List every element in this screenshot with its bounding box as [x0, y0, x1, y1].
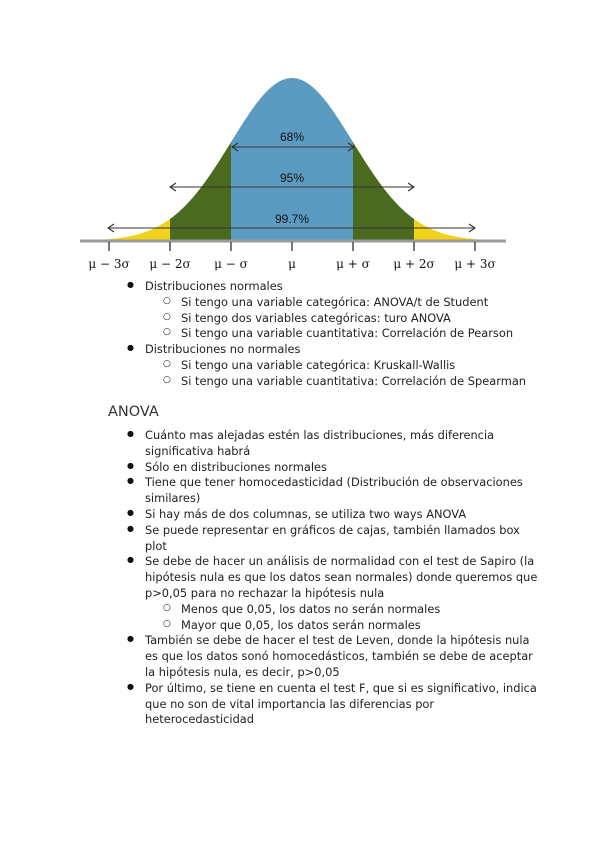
- list-item-line: plot: [145, 538, 167, 553]
- axis-label: μ + 3σ: [454, 257, 496, 271]
- list-item: Distribuciones no normales: [145, 342, 301, 357]
- list-item-line: que no son de vital importancia las diferencias por: [145, 696, 435, 711]
- list-item-line: heterocedasticidad: [145, 712, 255, 727]
- axis-ticks: [109, 242, 475, 251]
- bullet-circle: ○: [163, 602, 171, 613]
- list-item: Si tengo una variable categórica: Kruskall-Wallis: [181, 358, 456, 372]
- list-item-line: Menos que 0,05, los datos no serán normales: [181, 601, 441, 616]
- bullet-circle: ○: [163, 359, 171, 369]
- axis-label: μ − 2σ: [149, 257, 191, 271]
- axis-labels: [88, 257, 495, 271]
- second-sigma-left-band: [170, 142, 231, 241]
- second-sigma-right-band: [353, 142, 414, 241]
- bullet-dot: ●: [127, 555, 134, 565]
- list-item: Distribuciones normales: [145, 279, 283, 293]
- list-item-line: Se puede representar en gráficos de cajas, también llamados box: [145, 522, 520, 537]
- bullet-circle: ○: [163, 618, 171, 629]
- list-item: Si tengo una variable categórica: ANOVA/t de Student: [181, 294, 489, 309]
- axis-label: μ + 2σ: [393, 257, 435, 271]
- axis-label: μ − 3σ: [88, 257, 130, 271]
- list-item-line: p>0,05 para no rechazar la hipótesis nula: [145, 586, 385, 600]
- bullet-dot: ●: [127, 523, 134, 533]
- axis-label: μ + σ: [336, 257, 370, 271]
- list-item-line: es que los datos sonó homocedásticos, también se debe de aceptar: [145, 649, 533, 664]
- label-997-percent: 99.7%: [274, 212, 310, 226]
- bullet-circle: ○: [163, 311, 171, 322]
- axis-label: μ − σ: [214, 257, 248, 271]
- list-item-line: Si hay más de dos columnas, se utiliza two ways ANOVA: [145, 507, 467, 521]
- tail-right-band: [414, 219, 496, 241]
- bullet-circle: ○: [163, 374, 171, 385]
- bullet-circle: ○: [163, 295, 171, 306]
- bullet-dot: ●: [127, 508, 134, 517]
- list-item-line: También se debe de hacer el test de Leven, donde la hipótesis nula: [145, 633, 530, 648]
- list-item: Si tengo una variable cuantitativa: Correlación de Pearson: [181, 326, 514, 341]
- bullet-dot: ●: [127, 343, 134, 353]
- tail-left-band: [88, 219, 170, 241]
- list-item-line: similares): [145, 491, 201, 506]
- list-item: Si tengo una variable cuantitativa: Correlación de Spearman: [181, 373, 527, 388]
- list-item-line: significativa habrá: [145, 443, 251, 458]
- list-item-line: Mayor que 0,05, los datos serán normales: [181, 617, 421, 632]
- section-heading-anova: ANOVA: [108, 404, 159, 420]
- list-item-line: Tiene que tener homocedasticidad (Distribución de observaciones: [145, 475, 523, 490]
- bullet-circle: ○: [163, 327, 171, 338]
- list-item-line: hipótesis nula es que los datos sean normales) donde queremos que: [145, 570, 538, 585]
- bullet-dot: ●: [127, 429, 134, 438]
- bullet-dot: ●: [127, 280, 134, 289]
- bullet-dot: ●: [127, 681, 134, 691]
- list-item-line: Cuánto mas alejadas estén las distribuciones, más diferencia: [145, 428, 495, 442]
- list-item-line: Sólo en distribuciones normales: [145, 459, 327, 474]
- bullet-dot: ●: [127, 634, 134, 644]
- bullet-dot: ●: [127, 460, 134, 470]
- list-item-line: Por último, se tiene en cuenta el test F, que si es significativo, indica: [145, 680, 537, 695]
- axis-label: μ: [288, 257, 296, 271]
- label-68-percent: 68%: [279, 130, 305, 144]
- list-item-line: Se debe de hacer un análisis de normalidad con el test de Sapiro (la: [145, 554, 535, 569]
- list-item: Si tengo dos variables categóricas: turo ANOVA: [181, 310, 451, 325]
- bullet-dot: ●: [127, 476, 134, 486]
- normal-distribution-figure: [78, 70, 508, 275]
- label-95-percent: 95%: [279, 171, 305, 185]
- list-item-line: la hipótesis nula, es decir, p>0,05: [145, 665, 340, 679]
